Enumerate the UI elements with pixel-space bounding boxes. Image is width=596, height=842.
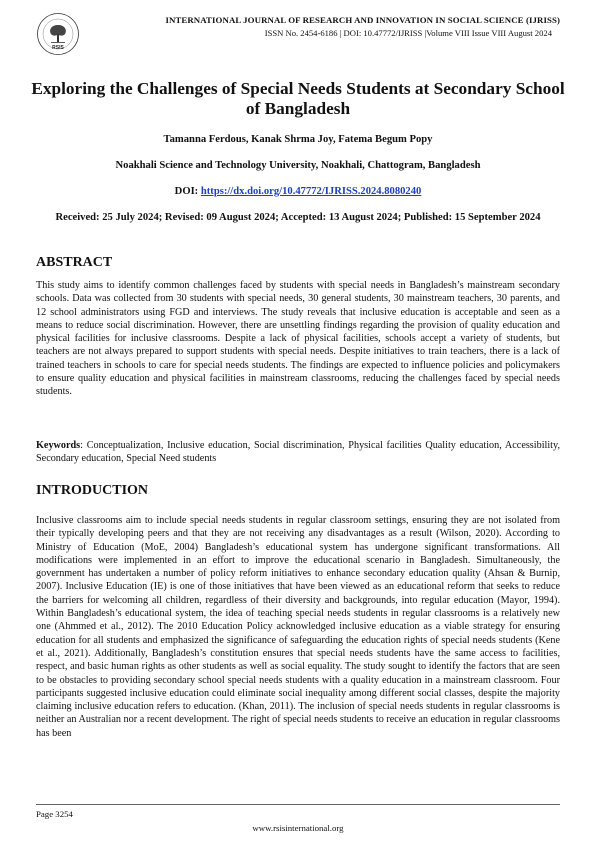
authors: Tamanna Ferdous, Kanak Shrma Joy, Fatema Begum Popy [163, 134, 433, 145]
doi-link[interactable]: https://dx.doi.org/10.47772/IJRISS.2024.8080240 [200, 186, 422, 197]
journal-name: INTERNATIONAL JOURNAL OF RESEARCH AND INNOVATION IN SOCIAL SCIENCE (IJRISS) [165, 15, 560, 25]
affiliation: Noakhali Science and Technology University, Noakhali, Chattogram, Bangladesh [115, 160, 481, 171]
keywords-label: Keywords [36, 440, 81, 451]
footer-divider [36, 804, 560, 805]
introduction-heading: INTRODUCTION [36, 483, 149, 498]
page-number: Page 3254 [36, 809, 73, 819]
keywords [36, 439, 560, 466]
logo-text: RSIS [52, 45, 64, 51]
doi-label: DOI: [174, 186, 201, 197]
abstract-heading: ABSTRACT [36, 255, 113, 270]
journal-logo [36, 12, 80, 56]
abstract-text: This study aims to identify common challenges faced by students with special needs in Bangladesh’s mainstream secondary schools. Data was collected from 30 students with special needs, 30 general students, 30 mainstream teachers, 30 parents, and 12 school administrators using FGD and interviews. The study reveals that inclusive education is acceptable and seen as a means to reduce social discrimination. However, there are unsettling findings regarding the provision of quality education and physical facilities for inclusive classrooms. Despite a lack of physical facilities, schools accept a variety of students, but teachers are not always prepared to support students with special needs. Despite initiatives to train teachers, there is a lack of trained teachers in schools to care for special needs students. The findings are expected to influence policies and policymakers to ensure quality education and physical facilities in mainstream classrooms, reducing the challenges faced by special needs students. [36, 280, 560, 398]
doi-line [30, 185, 566, 199]
introduction-text: Inclusive classrooms aim to include special needs students in regular classroom settings, ensuring they are not isolated from their typically developing peers and that they are not receiving any disadvantages as a result (Wilson, 2020). According to Ministry of Education (MoE, 2004) Bangladesh’s educational system has undergone significant transformations. All modifications were implemented in an effort to improve the educational scenario in Bangladesh. Simultaneously, the government has undertaken a number of policy reform initiatives to enhance secondary education quality (Ahsan & Burnip, 2007). Inclusive Education (IE) is one of those initiatives that have been viewed as an educational reform that seeks to reduce the barriers for welcoming all children, regardless of their diversity and backgrounds, into regular education (Mayor, 1994). Within Bangladesh’s educational system, the idea of teaching special needs students in regular classrooms is a relatively new one (Ahmmed et al., 2012). The 2010 Education Policy acknowledged inclusive education as a viable strategy for ensuring education for all students and emphasized the significance of safeguarding the education rights of special needs students (Kene et al., 2021). Additionally, Bangladesh’s constitution ensures that special needs students have the same access to facilities, respect, and basic human rights as other students as well as social equality. The study sought to identify the factors that are seen to be obstacles to providing secondary school special needs students with a quality education in a mainstream classroom. Four participants suggested inclusive education could eliminate social inequality among different social classes, despite the majority claiming inclusive education refers to education. (Khan, 2011). The inclusion of special needs students in regular classrooms is neither an Australian nor a recent development. The right of special needs students to receive an education in regular classrooms has been [36, 515, 560, 739]
keywords-text: : Conceptualization, Inclusive education, Social discrimination, Physical facilities Quality education, Accessibility, Secondary education, Special Need students [36, 440, 560, 465]
issn-line: ISSN No. 2454-6186 | DOI: 10.47772/IJRISS |Volume VIII Issue VIII August 2024 [264, 28, 552, 38]
publication-dates: Received: 25 July 2024; Revised: 09 August 2024; Accepted: 13 August 2024; Published: 15 September 2024 [55, 212, 541, 223]
article-title: Exploring the Challenges of Special Needs Students at Secondary School of Bangladesh [31, 79, 565, 118]
footer-url: www.rsisinternational.org [252, 823, 344, 833]
